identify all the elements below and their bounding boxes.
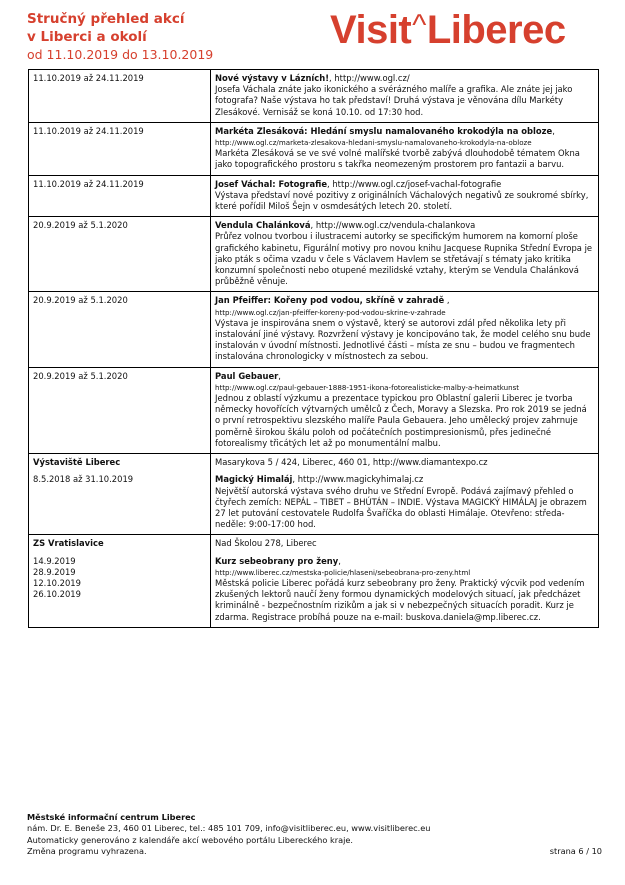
event-url-separator: , xyxy=(552,125,555,136)
footer-address: nám. Dr. E. Beneše 23, 460 01 Liberec, tel.: 485 101 709, info@visitliberec.eu, www.visitliberec.eu xyxy=(27,823,431,834)
event-description: Největší autorská výstava svého druhu ve Střední Evropě. Podává zajímavý přehled o čtyřech zemích: NEPÁL – TIBET – BHÚTÁN – INDIE. Výstava MAGICKÝ HIMÁLAJ je obrazem 27 let putování cestovatele Rudolfa Švaříčka do oblasti Himálaje. Otevřeno: středa-neděle: 9:00-17:00 hod. xyxy=(215,485,587,530)
venue-name: ZS Vratislavice xyxy=(33,538,104,549)
event-heading: Magický Himaláj, http://www.magickyhimalaj.cz xyxy=(215,474,424,485)
venue-name: Výstaviště Liberec xyxy=(33,457,121,468)
event-url-separator: , xyxy=(329,73,335,83)
event-url-separator: , xyxy=(278,370,281,381)
venue-event-date: 28.9.2019 xyxy=(33,566,76,577)
event-url[interactable]: http://www.ogl.cz/jan-pfeiffer-koreny-pod-vodou-skrine-v-zahrade xyxy=(215,307,446,317)
report-date-range: od 11.10.2019 do 13.10.2019 xyxy=(27,47,214,62)
event-date: 20.9.2019 až 5.1.2020 xyxy=(29,292,211,367)
event-url-separator: , xyxy=(327,178,333,189)
footer-auto-note: Automaticky generováno z kalendáře akcí webového portálu Libereckého kraje. xyxy=(27,834,354,845)
venue-left xyxy=(29,454,211,535)
event-info xyxy=(211,217,599,292)
event-heading: Kurz sebeobrany pro ženy, xyxy=(215,555,341,566)
event-title: Vendula Chalánková xyxy=(215,220,311,231)
event-description: Jednou z oblastí výzkumu a prezentace typickou pro Oblastní galerii Liberec je tvorba německy hovořících výtvarných umělců z Čech, Moravy a Slezska. Pro rok 2019 se jedná o první retrospektivu slezského malíře Paula Gebauera. Jeho umělecký projev zahrnuje poměrně širokou škálu poloh od počátečních postimpresionismů, přes jedinečné fotorealismy třicátých let až po monumentální malbu. xyxy=(215,393,587,448)
event-url[interactable]: http://www.liberec.cz/mestska-policie/hlaseni/sebeobrana-pro-zeny.html xyxy=(215,567,471,577)
event-heading xyxy=(215,126,594,137)
report-title-line2: v Liberci a okolí xyxy=(27,29,147,45)
footer-change-note: Změna programu vyhrazena. xyxy=(27,846,147,857)
logo-text-liberec: Liberec xyxy=(426,8,566,52)
event-title: Josef Váchal: Fotografie xyxy=(215,178,328,189)
event-heading xyxy=(215,220,594,231)
event-date: 11.10.2019 až 24.11.2019 xyxy=(29,122,211,175)
event-url[interactable]: http://www.ogl.cz/vendula-chalankova xyxy=(315,220,476,231)
event-heading xyxy=(215,179,594,190)
venue-row xyxy=(29,454,599,535)
event-url[interactable]: http://www.magickyhimalaj.cz xyxy=(297,474,424,485)
venue-right xyxy=(211,454,599,535)
event-url-separator: , xyxy=(310,220,316,231)
event-date: 11.10.2019 až 24.11.2019 xyxy=(29,175,211,217)
event-date: 20.9.2019 až 5.1.2020 xyxy=(29,367,211,453)
event-description: Výstava je inspirována snem o výstavě, který se autorovi zdál před několika lety při instalování jiné výstavy. Rozvržení výstavy je koncipováno tak, že model celého snu bude instalován v úvodní místnosti. Jednotlivé části – místa ze snu – budou ve fragmentech instalována chronologicky v místnostech za sebou. xyxy=(215,317,591,362)
venue-row xyxy=(29,535,599,627)
event-heading xyxy=(215,371,594,382)
event-date: 11.10.2019 až 24.11.2019 xyxy=(29,70,211,123)
event-url-separator: , xyxy=(444,295,450,306)
event-description: Josefa Váchala znáte jako ikonického a svérázného malíře a grafika. Ale znáte jej jako fotografa? Naše výstava ho tak představí! Druhá výstava je věnována dílu Markéty Zlesákové. Vernisáž se koná 10.10. od 17:30 hod. xyxy=(215,84,573,117)
event-info xyxy=(211,70,599,123)
event-url[interactable]: http://www.ogl.cz/josef-vachal-fotografie xyxy=(332,178,502,189)
report-title-line1: Stručný přehled akcí xyxy=(27,11,185,27)
event-description: Výstava představí nové pozitivy z originálních Váchalových negativů ze soukromé sbírky, které pořídil Miloš Šejn v osmdesátých letech 20. století. xyxy=(215,189,589,212)
event-info xyxy=(211,292,599,367)
event-title: Nové výstavy v Lázních! xyxy=(215,73,330,83)
event-info xyxy=(211,367,599,453)
venue-right xyxy=(211,535,599,627)
event-heading xyxy=(215,295,594,306)
venue-address: Nad Školou 278, Liberec xyxy=(215,538,317,549)
report-header xyxy=(27,10,327,64)
event-date: 20.9.2019 až 5.1.2020 xyxy=(29,217,211,292)
event-title: Markéta Zlesáková: Hledání smyslu namalovaného krokodýla na obloze xyxy=(215,125,553,136)
event-url[interactable]: http://www.ogl.cz/marketa-zlesakova-hledani-smyslu-namalovaneho-krokodyla-na-obloze xyxy=(215,138,532,148)
event-url[interactable]: http://www.ogl.cz/ xyxy=(334,73,410,83)
table-row xyxy=(29,122,599,175)
logo-caret-icon: ^ xyxy=(412,9,426,42)
event-title: Paul Gebauer xyxy=(215,370,279,381)
page-number: strana 6 / 10 xyxy=(549,846,602,856)
venue-event-date: 14.9.2019 xyxy=(33,555,76,566)
event-title: Jan Pfeiffer: Kořeny pod vodou, skříně v zahradě xyxy=(215,295,445,306)
table-row xyxy=(29,175,599,217)
venue-address: Masarykova 5 / 424, Liberec, 460 01, http://www.diamantexpo.cz xyxy=(215,457,488,468)
event-heading xyxy=(215,73,594,84)
logo-text-visit: Visit xyxy=(330,8,412,52)
footer-org: Městské informační centrum Liberec xyxy=(27,812,196,822)
event-title: Kurz sebeobrany pro ženy xyxy=(215,555,339,566)
event-url[interactable]: http://www.ogl.cz/paul-gebauer-1888-1951-ikona-fotorealisticke-malby-a-heimatkunst xyxy=(215,382,520,392)
visit-liberec-logo xyxy=(330,8,566,56)
footer xyxy=(27,812,602,858)
table-row xyxy=(29,367,599,453)
event-description: Městská policie Liberec pořádá kurz sebeobrany pro ženy. Praktický výcvik pod vedením zkušených lektorů naučí ženy formou dynamických modelových situací, jak předcházet kriminálně - bezpečnostním rizikům a jak si v nebezpečných situacích poradit. Kurz je zdarma. Registrace probíhá pouze na e-mail: buskova.daniela@mp.liberec.cz. xyxy=(215,577,585,622)
event-title: Magický Himaláj xyxy=(215,474,293,485)
table-row xyxy=(29,217,599,292)
event-info xyxy=(211,122,599,175)
event-description: Markéta Zlesáková se ve své volné malířské tvorbě zabývá dlouhodobě tématem Okna jako topografického prostoru s takřka neomezeným prostorem pro fantazii a barvu. xyxy=(215,148,580,170)
table-row xyxy=(29,70,599,123)
table-row xyxy=(29,292,599,367)
event-info xyxy=(211,175,599,217)
event-description: Průřez volnou tvorbou i ilustracemi autorky se specifickým humorem na komorní ploše grafického kabinetu, Figurální motivy pro novou knihu Jacquese Rupnika Střední Evropa je jako pták s očima vzadu v čele s Václavem Havlem se střetávají s tématy jako kritika konzumní společnosti nebo otupené mezilidské vztahy, kterým se Vendula Chalánková průběžně věnuje. xyxy=(215,231,593,287)
venue-event-date: 12.10.2019 xyxy=(33,577,81,588)
venue-event-date: 8.5.2018 až 31.10.2019 xyxy=(33,474,134,485)
venue-left xyxy=(29,535,211,627)
venue-event-date: 26.10.2019 xyxy=(33,589,81,600)
events-table xyxy=(28,69,599,628)
